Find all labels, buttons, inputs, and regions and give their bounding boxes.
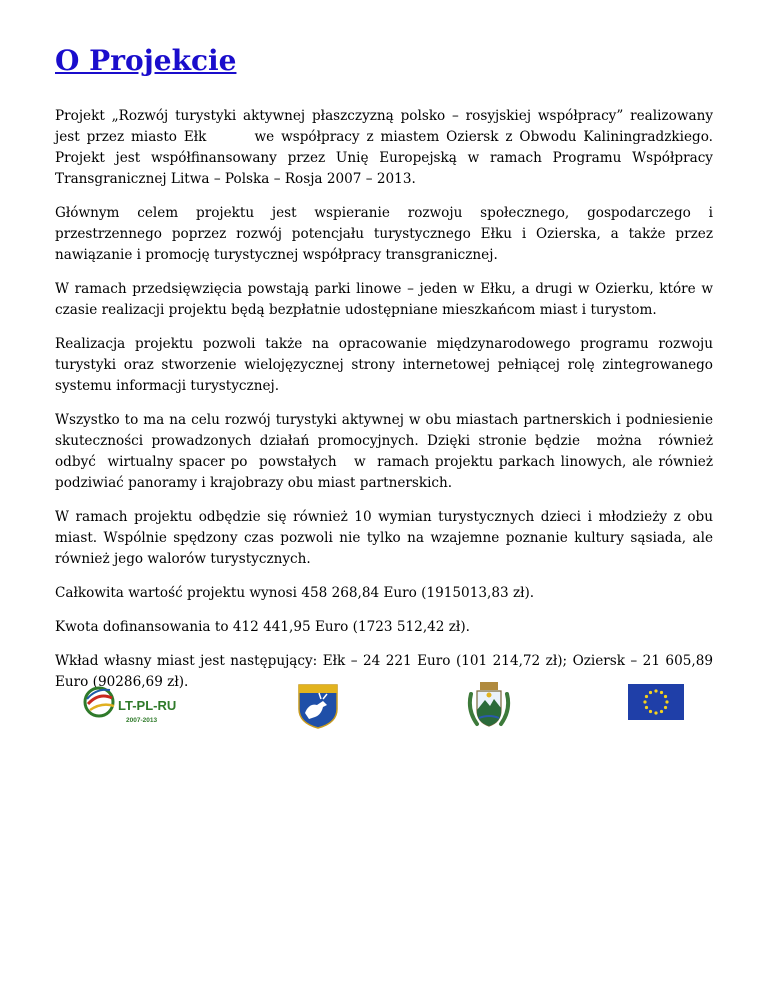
svg-text:LT-PL-RU: LT-PL-RU xyxy=(118,698,177,713)
paragraph-total-value: Całkowita wartość projektu wynosi 458 268,84 Euro (1915013,83 zł). xyxy=(55,585,535,601)
paragraph-funding: Kwota dofinansowania to 412 441,95 Euro (1723 512,42 zł). xyxy=(55,619,470,635)
lt-pl-ru-logo-image xyxy=(82,682,182,728)
eu-star-icon xyxy=(649,691,652,694)
partner-logos xyxy=(0,680,768,736)
elk-coat-of-arms xyxy=(297,683,339,729)
eu-star-icon xyxy=(643,700,646,703)
paragraph-promotion: Wszystko to ma na celu rozwój turystyki aktywnej w obu miastach partnerskich i podniesienie skuteczności prowadzonych działań promocyjnych. Dzięki stronie będzie można również odbyć wirtualny spacer po powstałych w ramach projektu parkach linowych, ale również podziwiać panoramy i krajobrazy obu miast partnerskich. xyxy=(55,412,722,491)
eu-star-icon xyxy=(654,689,657,692)
eu-star-icon xyxy=(645,706,648,709)
paragraph-goal: Głównym celem projektu jest wspieranie rozwoju społecznego, gospodarczego i przestrzennego poprzez rozwój potencjału turystycznego Ełku i Ozierska, a także przez nawiązanie i promocję turystycznej współpracy transgranicznej. xyxy=(55,205,718,263)
elk-coat-of-arms-image xyxy=(297,683,339,729)
oziersk-coat-of-arms xyxy=(463,680,515,732)
paragraph-exchanges: W ramach projektu odbędzie się również 10 wymian turystycznych dzieci i młodzieży z obu miast. Wspólnie spędzony czas pozwoli nie tylko na wzajemne poznanie kultury sąsiada, ale również jego walorów turystycznych. xyxy=(55,509,718,567)
paragraph-intro: Projekt „Rozwój turystyki aktywnej płaszczyzną polsko – rosyjskiej współpracy” realizowany jest przez miasto Ełk we współpracy z miastem Oziersk z Obwodu Kaliningradzkiego. Projekt jest współfinansowany przez Unię Europejską w ramach Programu Współpracy Transgranicznej Litwa – Polska – Rosja 2007 – 2013. xyxy=(55,108,718,187)
article-body xyxy=(55,106,722,706)
paragraph-own-contribution: Wkład własny miast jest następujący: Ełk – 24 221 Euro (101 214,72 zł); Oziersk – 21 605,89 Euro (90286,69 zł). xyxy=(55,653,718,690)
paragraph-program: Realizacja projektu pozwoli także na opracowanie międzynarodowego programu rozwoju turystyki oraz stworzenie wielojęzycznej strony internetowej pełniącej rolę zintegrowanego systemu informacji turystycznej. xyxy=(55,336,718,394)
paragraph-rope-parks: W ramach przedsięwzięcia powstają parki linowe – jeden w Ełku, a drugi w Ozierku, które w czasie realizacji projektu będą bezpłatnie udostępniane mieszkańcom miast i turystom. xyxy=(55,281,718,318)
eu-star-icon xyxy=(664,706,667,709)
lt-pl-ru-program-logo xyxy=(82,682,182,728)
eu-flag xyxy=(628,684,684,720)
eu-star-icon xyxy=(654,711,657,714)
page-title[interactable]: O Projekcie xyxy=(55,44,237,77)
eu-star-icon xyxy=(660,710,663,713)
eu-flag-image xyxy=(628,684,684,720)
eu-star-icon xyxy=(664,695,667,698)
oziersk-coat-of-arms-image xyxy=(463,680,515,732)
eu-star-icon xyxy=(665,700,668,703)
eu-star-icon xyxy=(660,691,663,694)
eu-star-icon xyxy=(645,695,648,698)
svg-text:2007-2013: 2007-2013 xyxy=(126,717,158,724)
eu-star-icon xyxy=(649,710,652,713)
